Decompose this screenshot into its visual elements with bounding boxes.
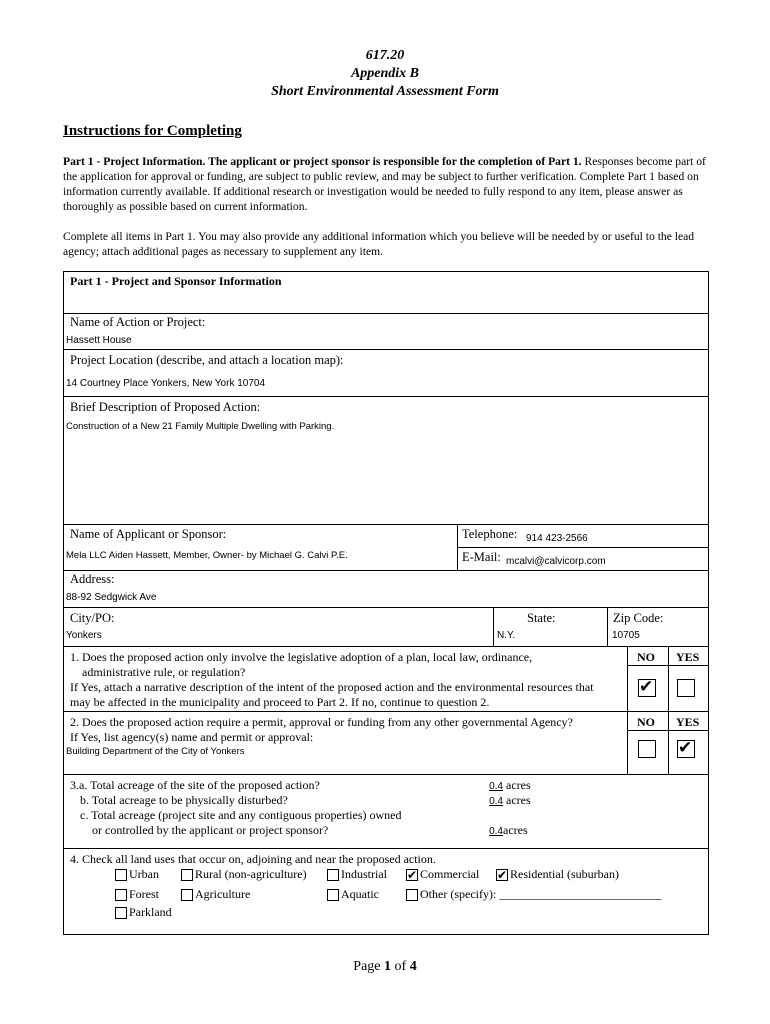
appendix-title: Appendix B	[350, 66, 420, 81]
q2-no-label: NO	[637, 715, 655, 729]
land-use-other-label[interactable]: Other (specify): ___________________________	[420, 887, 662, 901]
applicant-field[interactable]: Mela LLC Aiden Hassett, Member, Owner- by Michael G. Calvi P.E.	[66, 550, 348, 561]
land-use-aquatic-checkbox[interactable]	[327, 889, 339, 901]
q3a-label: 3.a. Total acreage of the site of the proposed action?	[70, 778, 320, 792]
land-use-industrial-label: Industrial	[341, 867, 387, 881]
land-use-rural-checkbox[interactable]	[181, 869, 193, 881]
q3a-unit: acres	[506, 778, 531, 792]
page-prefix: Page	[353, 959, 381, 974]
page-current: 1	[384, 959, 392, 974]
email-label: E-Mail:	[462, 550, 501, 564]
q1-yes-label: YES	[676, 650, 700, 664]
page-of: of	[394, 959, 407, 974]
land-use-other-checkbox[interactable]	[406, 889, 418, 901]
q2-no-checkbox[interactable]	[638, 740, 656, 758]
q3a-answer	[437, 778, 531, 793]
q3c-value[interactable]: 0.4	[489, 826, 503, 837]
part1-title: Part 1 - Project and Sponsor Information	[70, 274, 282, 288]
project-location-field[interactable]: 14 Courtney Place Yonkers, New York 10704	[66, 378, 266, 389]
q3b-label: b. Total acreage to be physically disturbed?	[80, 793, 288, 807]
email-field[interactable]: mcalvi@calvicorp.com	[506, 556, 606, 567]
q1-line-2: administrative rule, or regulation?	[82, 665, 246, 679]
land-use-commercial-check-icon: ✔	[407, 868, 418, 882]
q2-yes-check-icon: ✔	[678, 738, 693, 758]
land-use-agriculture-label: Agriculture	[195, 887, 251, 901]
page-total: 4	[409, 959, 417, 974]
land-use-commercial-label: Commercial	[420, 867, 480, 881]
land-use-parkland-label: Parkland	[129, 905, 172, 919]
q3c-answer	[437, 823, 528, 838]
land-use-residential-check-icon: ✔	[497, 868, 508, 882]
description-label: Brief Description of Proposed Action:	[70, 400, 261, 414]
form-title: Short Environmental Assessment Form	[271, 84, 499, 99]
q3b-value[interactable]: 0.4	[489, 796, 503, 807]
q1-yes-checkbox[interactable]	[677, 679, 695, 697]
instructions-title: Instructions for Completing	[63, 123, 242, 139]
land-use-aquatic-label: Aquatic	[341, 887, 379, 901]
land-use-urban-label: Urban	[129, 867, 159, 881]
q3b-answer	[437, 793, 531, 808]
state-field[interactable]: N.Y.	[497, 630, 516, 641]
q3c-unit: acres	[503, 823, 528, 837]
address-field[interactable]: 88-92 Sedgwick Ave	[66, 592, 157, 603]
q2-line-1: 2. Does the proposed action require a permit, approval or funding from any other governmental Agency?	[70, 715, 573, 729]
telephone-label: Telephone:	[462, 527, 518, 541]
land-use-parkland-checkbox[interactable]	[115, 907, 127, 919]
zip-field[interactable]: 10705	[612, 630, 640, 641]
q1-line-3: If Yes, attach a narrative description of the intent of the proposed action and the environmental resources that	[70, 680, 594, 694]
page-number	[0, 959, 770, 975]
land-use-forest-checkbox[interactable]	[115, 889, 127, 901]
q1-no-check-icon: ✔	[639, 677, 654, 697]
city-field[interactable]: Yonkers	[66, 630, 102, 641]
q2-agency-field[interactable]: Building Department of the City of Yonkers	[66, 746, 245, 757]
address-label: Address:	[70, 572, 115, 586]
q2-yes-label: YES	[676, 715, 700, 729]
instructions-paragraph-1	[63, 154, 708, 214]
land-use-industrial-checkbox[interactable]	[327, 869, 339, 881]
q1-line-1: 1. Does the proposed action only involve the legislative adoption of a plan, local law, ordinance,	[70, 650, 533, 664]
land-use-residential-label: Residential (suburban)	[510, 867, 619, 881]
q3b-unit: acres	[506, 793, 531, 807]
q1-line-4: may be affected in the municipality and proceed to Part 2. If no, continue to question 2.	[70, 695, 490, 709]
instructions-paragraph-2: Complete all items in Part 1. You may also provide any additional information which you believe will be needed by or useful to the lead agency; attach additional pages as necessary to supplement any item.	[63, 230, 695, 258]
q2-line-2: If Yes, list agency(s) name and permit or approval:	[70, 730, 314, 744]
city-label: City/PO:	[70, 611, 115, 625]
state-label: State:	[527, 611, 556, 625]
q4-label: 4. Check all land uses that occur on, adjoining and near the proposed action.	[70, 852, 436, 866]
description-field[interactable]: Construction of a New 21 Family Multiple Dwelling with Parking.	[66, 421, 335, 432]
project-name-label: Name of Action or Project:	[70, 315, 206, 329]
land-use-agriculture-checkbox[interactable]	[181, 889, 193, 901]
instructions-paragraph-1-bold: Part 1 - Project Information. The applicant or project sponsor is responsible for the completion of Part 1.	[63, 155, 582, 168]
applicant-label: Name of Applicant or Sponsor:	[70, 527, 227, 541]
q3c-label-1: c. Total acreage (project site and any contiguous properties) owned	[80, 808, 402, 822]
q3c-label-2: or controlled by the applicant or project sponsor?	[92, 823, 329, 837]
q3a-value[interactable]: 0.4	[489, 781, 503, 792]
zip-label: Zip Code:	[613, 611, 664, 625]
land-use-forest-label: Forest	[129, 887, 159, 901]
project-location-label: Project Location (describe, and attach a location map):	[70, 353, 344, 367]
telephone-field[interactable]: 914 423-2566	[526, 533, 588, 544]
project-name-field[interactable]: Hassett House	[66, 335, 132, 346]
land-use-rural-label: Rural (non-agriculture)	[195, 867, 307, 881]
q1-no-label: NO	[637, 650, 655, 664]
land-use-urban-checkbox[interactable]	[115, 869, 127, 881]
form-code: 617.20	[365, 48, 405, 63]
instructions-paragraph-1-rest: Responses become part of the application for approval or funding, are subject to public review, and may be subject to further verification. Complete Part 1 based on information currently available. If additional research or investigation would be needed to fully respond to any item, please answer as thoroughly as possible based on current information.	[63, 155, 706, 213]
